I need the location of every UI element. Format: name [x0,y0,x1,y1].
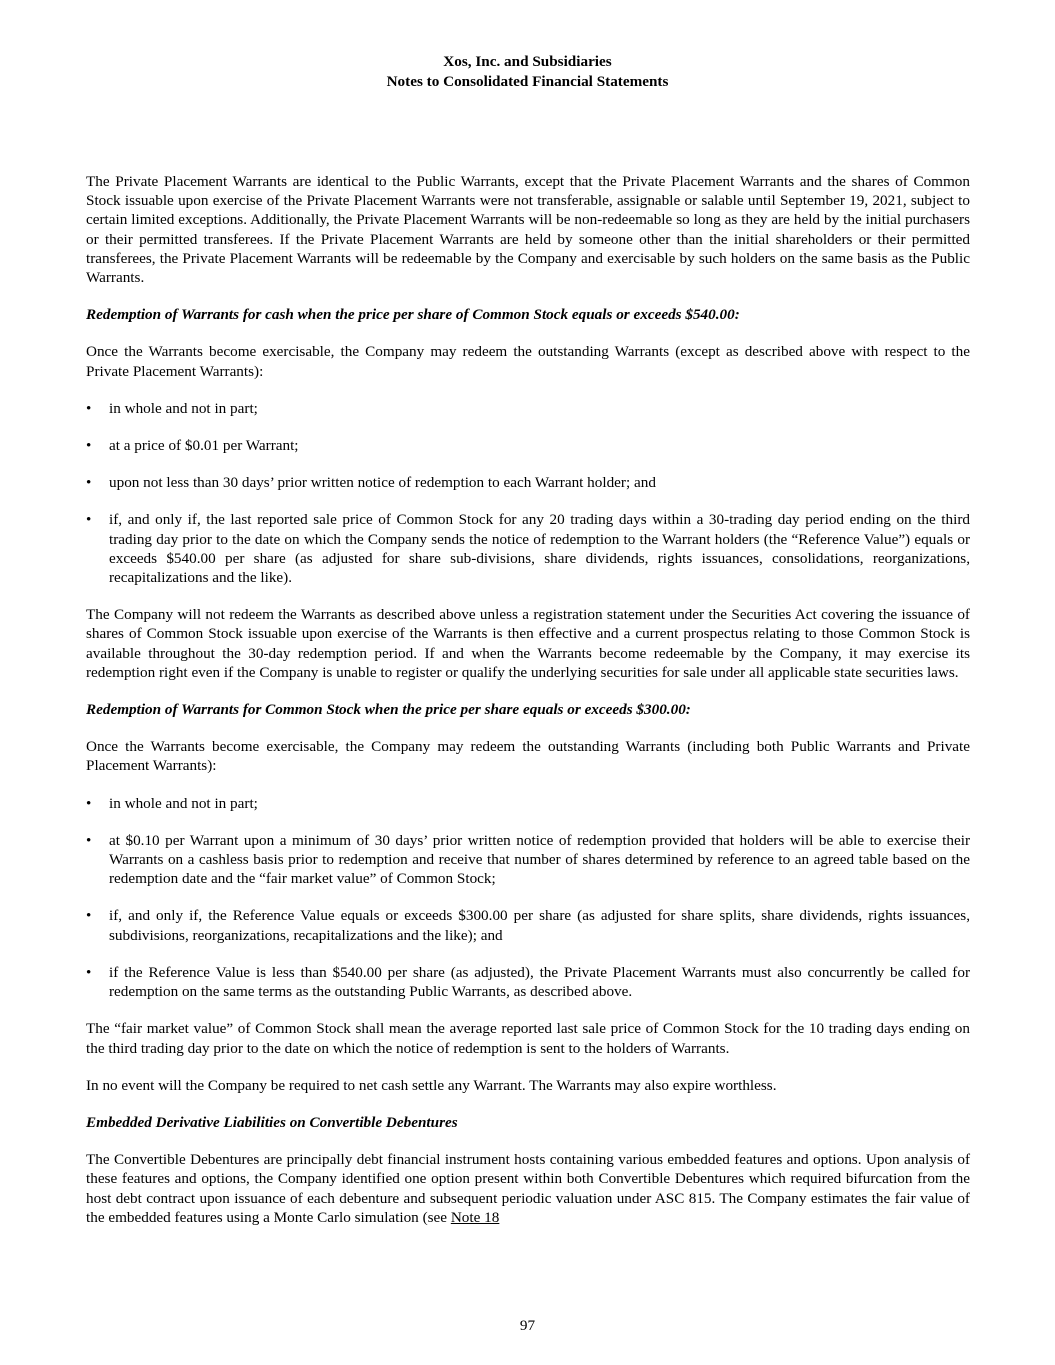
bullet-icon: • [86,399,92,417]
paragraph-fair-market-value: The “fair market value” of Common Stock shall mean the average reported last sale price of Common Stock for the 10 trading days ending on the third trading day prior to the date on which the notice of redemption is sent to the holders of Warrants. [86,1020,970,1057]
list-item [86,794,970,813]
bullet-icon: • [86,437,92,455]
bullet-list-stock-redemption [86,794,970,1002]
heading-stock-redemption: Redemption of Warrants for Common Stock when the price per share equals or exceeds $300.00: [86,701,691,719]
bullet-icon: • [86,474,92,492]
list-item [86,473,970,492]
list-item [86,963,970,1001]
page-header [0,52,1055,92]
document-title: Notes to Consolidated Financial Statements [386,73,669,90]
note-18-link[interactable]: Note 18 [450,1208,500,1226]
list-item-text: at a price of $0.01 per Warrant; [109,437,299,455]
company-name: Xos, Inc. and Subsidiaries [443,53,612,70]
bullet-icon: • [86,511,92,529]
bullet-icon: • [86,963,92,981]
list-item-text: if, and only if, the last reported sale price of Common Stock for any 20 trading days within a 30-trading day period ending on the third trading day prior to the date on which the Company sends the notice of redemption to the Warrant holders (the “Reference Value”) equals or exceeds $540.00 per share (as adjusted for share sub-divisions, share dividends, rights issuances, consolidations, reorganizations, recapitalizations and the like). [109,511,970,587]
paragraph-stock-redemption-intro: Once the Warrants become exercisable, the Company may redeem the outstanding Warrants (including both Public Warrants and Private Placement Warrants): [86,738,970,775]
bullet-icon: • [86,794,92,812]
list-item [86,436,970,455]
heading-cash-redemption: Redemption of Warrants for cash when the price per share of Common Stock equals or exceeds $540.00: [86,306,740,324]
list-item-text: at $0.10 per Warrant upon a minimum of 30 days’ prior written notice of redemption provided that holders will be able to exercise their Warrants on a cashless basis prior to redemption and receive that number of shares determined by reference to an agreed table based on the redemption date and the “fair market value” of Common Stock; [109,831,970,888]
paragraph-text: The Convertible Debentures are principally debt financial instrument hosts containing various embedded features and options. Upon analysis of these features and options, the Company identified one option present within both Convertible Debentures which required bifurcation from the host debt contract upon issuance of each debenture and subsequent periodic valuation under ASC 815. The Company estimates the fair value of the embedded features using a Monte Carlo simulation (see [86,1151,970,1226]
paragraph-private-placement: The Private Placement Warrants are identical to the Public Warrants, except that the Private Placement Warrants and the shares of Common Stock issuable upon exercise of the Private Placement Warrants were not transferable, assignable or salable until September 19, 2021, subject to certain limited exceptions. Additionally, the Private Placement Warrants will be non-redeemable so long as they are held by the initial purchasers or their permitted transferees. If the Private Placement Warrants are held by someone other than the initial shareholders or their permitted transferees, the Private Placement Warrants will be redeemable by the Company and exercisable by such holders on the same basis as the Public Warrants. [86,173,970,287]
paragraph-cash-redemption-intro: Once the Warrants become exercisable, the Company may redeem the outstanding Warrants (except as described above with respect to the Private Placement Warrants): [86,343,970,380]
page-number: 97 [519,1317,536,1334]
list-item-text: if the Reference Value is less than $540.00 per share (as adjusted), the Private Placement Warrants must also concurrently be called for redemption on the same terms as the outstanding Public Warrants, as described above. [109,963,970,1001]
list-item-text: in whole and not in part; [109,399,258,417]
heading-embedded-derivatives: Embedded Derivative Liabilities on Convertible Debentures [86,1113,458,1131]
list-item-text: upon not less than 30 days’ prior written notice of redemption to each Warrant holder; and [109,474,656,492]
paragraph-registration-requirement: The Company will not redeem the Warrants as described above unless a registration statement under the Securities Act covering the issuance of shares of Common Stock issuable upon exercise of the Warrants is then effective and a current prospectus relating to those Common Stock is available throughout the 30-day redemption period. If and when the Warrants become redeemable by the Company, it may exercise its redemption right even if the Company is unable to register or qualify the underlying securities for sale under all applicable state securities laws. [86,606,970,681]
bullet-list-cash-redemption [86,399,970,587]
list-item [86,399,970,418]
bullet-icon: • [86,831,92,849]
list-item [86,831,970,889]
paragraph-net-cash-settle: In no event will the Company be required to net cash settle any Warrant. The Warrants may also expire worthless. [86,1076,777,1094]
paragraph-convertible-debentures [86,1150,970,1227]
bullet-icon: • [86,907,92,925]
list-item [86,906,970,944]
document-body [86,172,970,1245]
list-item [86,510,970,587]
list-item-text: in whole and not in part; [109,794,258,812]
list-item-text: if, and only if, the Reference Value equals or exceeds $300.00 per share (as adjusted for share splits, share dividends, rights issuances, subdivisions, reorganizations, recapitalizations and the like); and [109,907,970,944]
